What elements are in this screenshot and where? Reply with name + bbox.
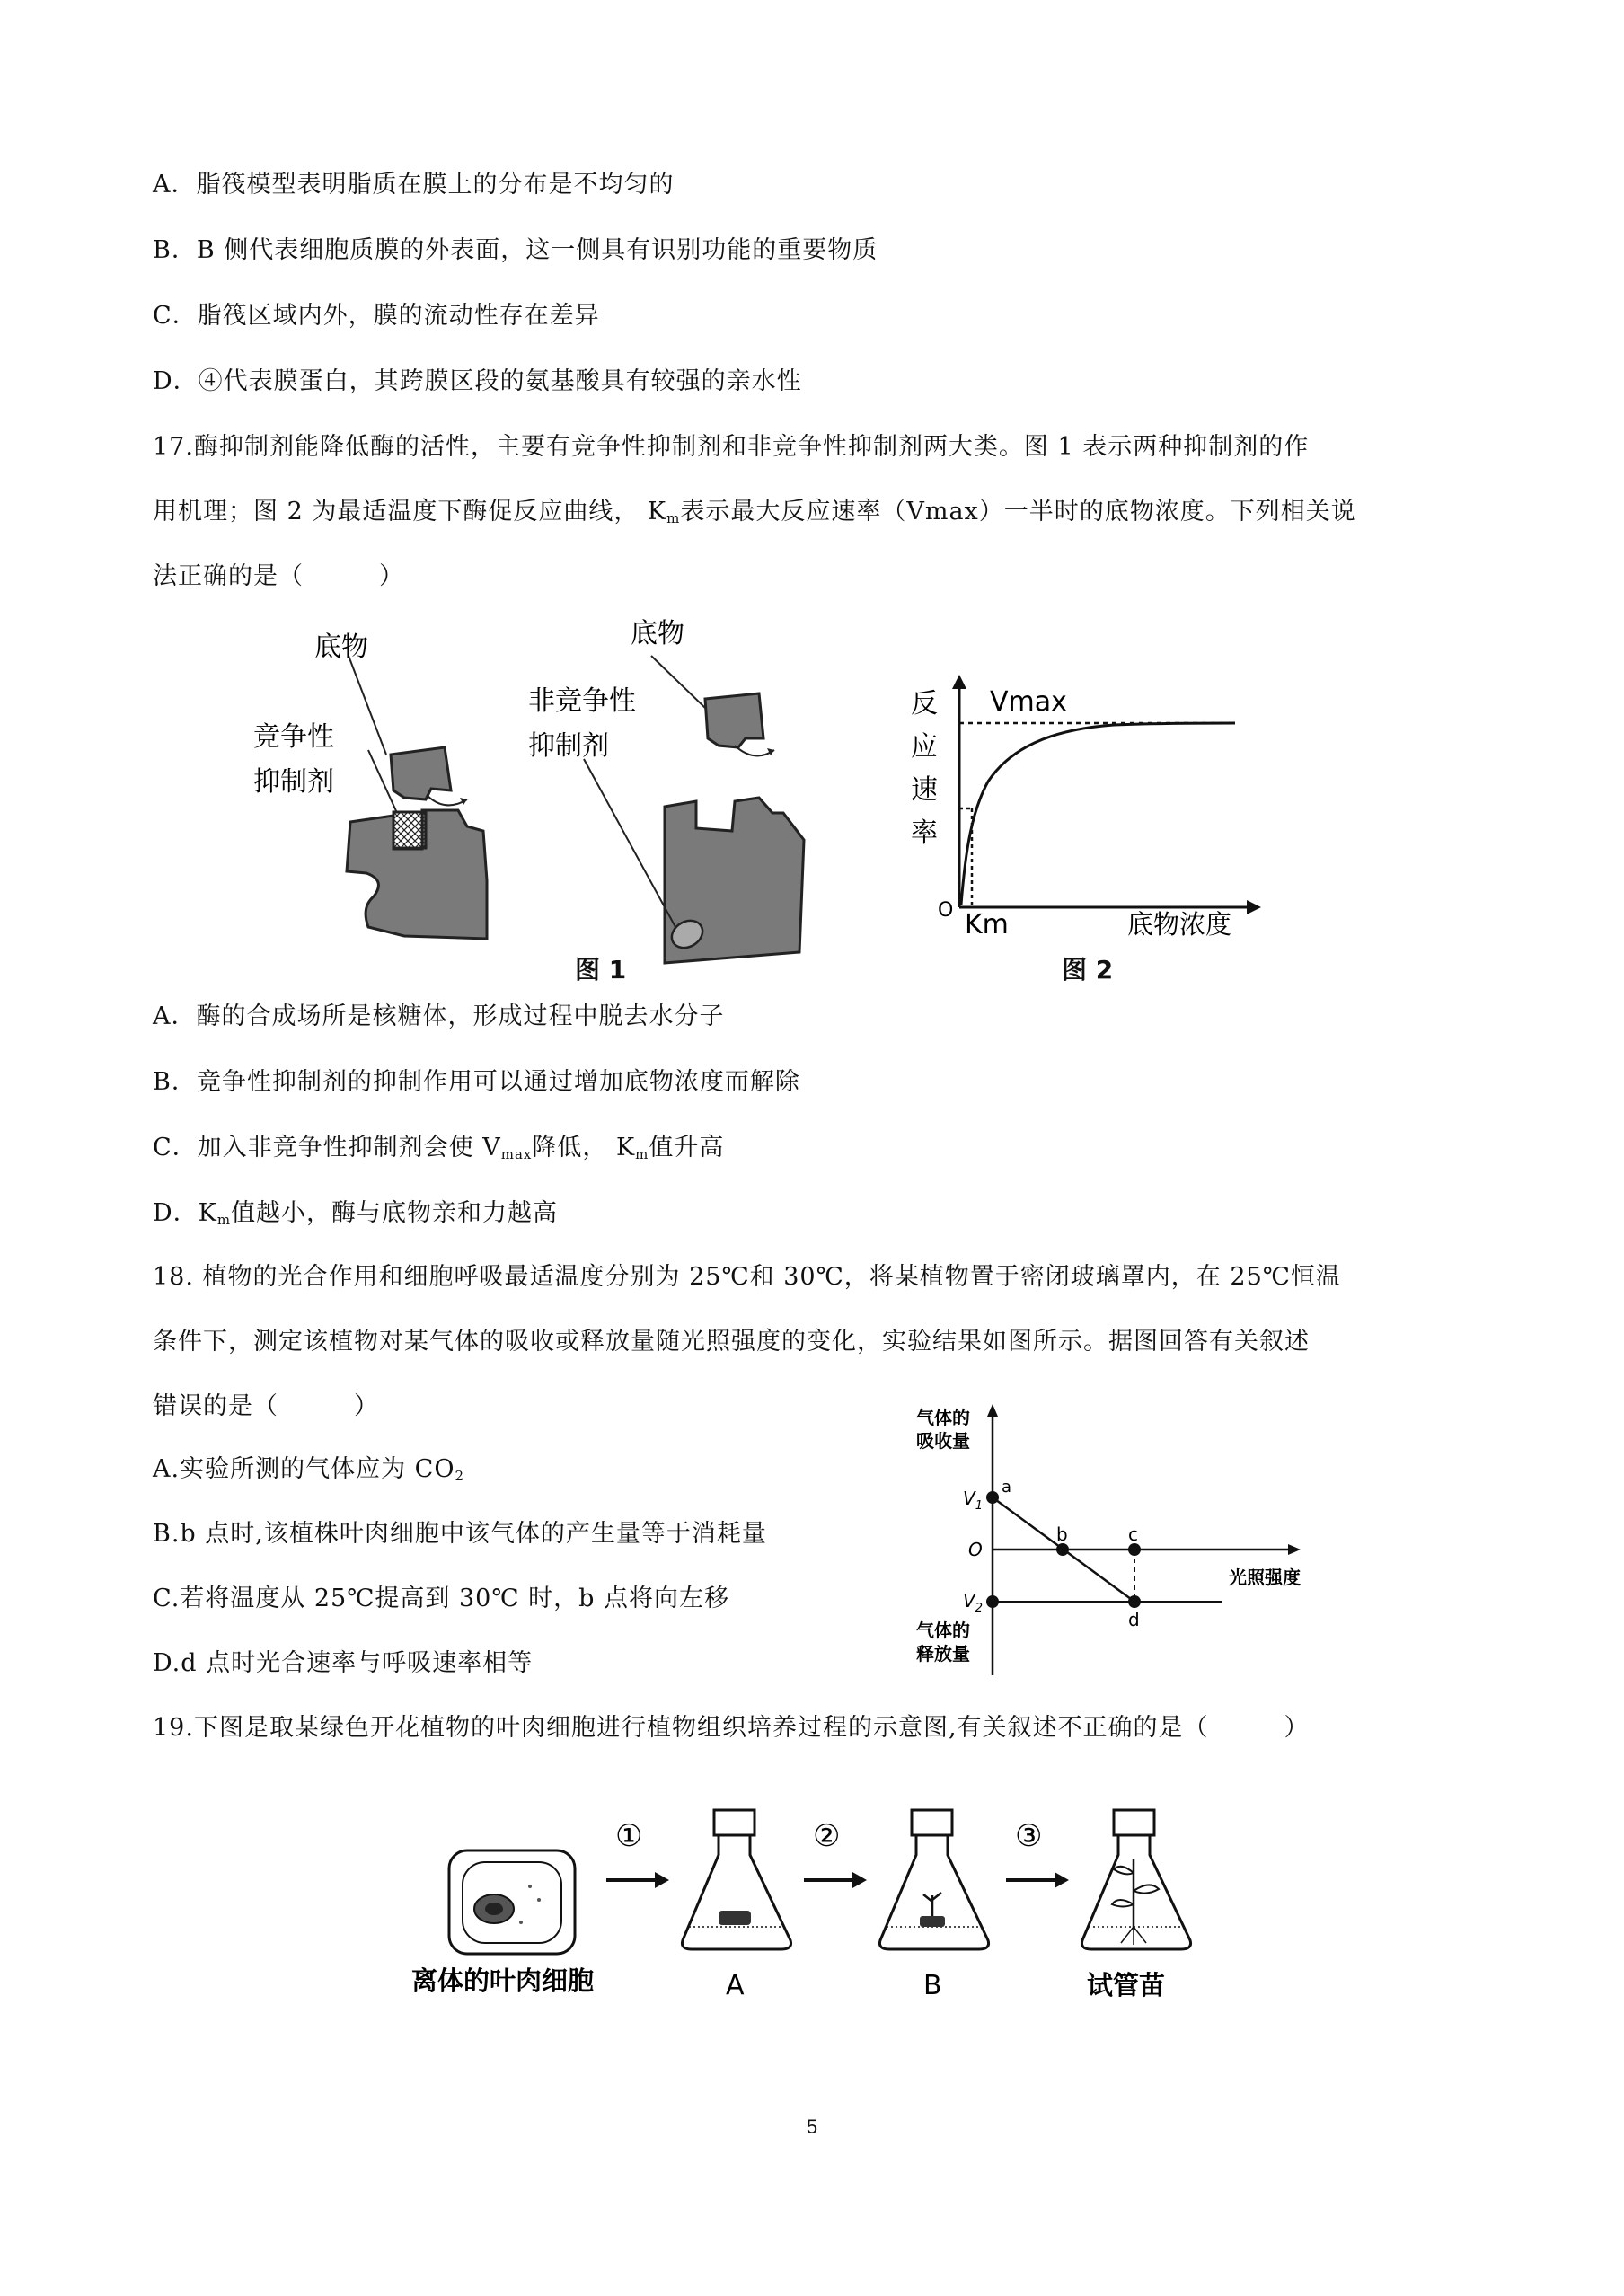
q18-point-c-label: c (1128, 1523, 1138, 1545)
substrate-shape-left (391, 747, 451, 799)
q17-stem-line1: 17.酶抑制剂能降低酶的活性，主要有竞争性抑制剂和非竞争性抑制剂两大类。图 1 表示两种抑制剂的作 (153, 433, 1310, 461)
q18-y-top-label-2: 吸收量 (916, 1430, 970, 1452)
q17-vmax-subscript: max (500, 1146, 533, 1162)
step-2-label: ② (813, 1818, 841, 1854)
fig2-ylabel-3: 速 (911, 774, 938, 806)
q18-stem-line2: 条件下，测定该植物对某气体的吸收或释放量随光照强度的变化，实验结果如图所示。据图回答有关叙述 (153, 1328, 1310, 1356)
q16-option-c: C．脂筏区域内外，膜的流动性存在差异 (153, 302, 600, 330)
q17-figure-1 (243, 611, 835, 988)
page-number: 5 (806, 2115, 818, 2138)
q18-point-b-label: b (1056, 1523, 1068, 1545)
q19-stem: 19.下图是取某绿色开花植物的叶肉细胞进行植物组织培养过程的示意图,有关叙述不正确的是（ ） (153, 1714, 1310, 1742)
q18-point-c (1128, 1543, 1141, 1556)
q19-tissue-culture-diagram (395, 1783, 1240, 2026)
label-competitive-2: 抑制剂 (253, 766, 334, 798)
q17-option-c-part1: C．加入非竞争性抑制剂会使 V (153, 1134, 501, 1161)
leader-line-substrate-right (651, 656, 705, 708)
q18-v2-label: $V_2$ (963, 1590, 983, 1615)
q17-km-subscript-c: m (635, 1146, 649, 1162)
q17-stem-line3: 法正确的是（ ） (153, 562, 404, 590)
q16-option-b: B．B 侧代表细胞质膜的外表面，这一侧具有识别功能的重要物质 (153, 236, 878, 264)
q17-figure-2 (898, 669, 1284, 948)
flask-a-icon (682, 1810, 790, 1949)
q18-stem-line3: 错误的是（ ） (153, 1392, 379, 1420)
step-1-label: ① (615, 1818, 643, 1854)
q17-option-b: B．竞争性抑制剂的抑制作用可以通过增加底物浓度而解除 (153, 1068, 800, 1096)
q17-option-d (153, 1196, 558, 1238)
mesophyll-cell-icon (449, 1850, 575, 1954)
fig2-vmax-label: Vmax (990, 686, 1067, 718)
q17-option-a: A．酶的合成场所是核糖体，形成过程中脱去水分子 (153, 1002, 725, 1030)
q17-km-subscript: m (666, 510, 681, 526)
label-flask-b: B (923, 1970, 942, 2001)
step-3-label: ③ (1015, 1818, 1043, 1854)
label-competitive-1: 竞争性 (253, 721, 334, 753)
q18-point-a-label: a (1002, 1478, 1012, 1497)
fig2-km-label: Km (965, 909, 1009, 940)
q16-option-a: A．脂筏模型表明脂质在膜上的分布是不均匀的 (153, 171, 675, 199)
q18-y-bottom-label-2: 释放量 (916, 1643, 970, 1665)
label-substrate-left: 底物 (314, 631, 368, 663)
q18-option-a (153, 1452, 464, 1494)
q17-stem-2a: 用机理；图 2 为最适温度下酶促反应曲线， K (153, 498, 667, 525)
q18-v1-label: $V_1$ (963, 1488, 983, 1513)
flask-b-icon (879, 1810, 988, 1949)
q17-km-subscript-d: m (216, 1212, 232, 1228)
fig2-ylabel-4: 率 (911, 817, 938, 849)
label-isolated-cell: 离体的叶肉细胞 (411, 1965, 595, 1996)
q18-stem-line1: 18. 植物的光合作用和细胞呼吸最适温度分别为 25℃和 30℃，将某植物置于密闭玻璃罩内，在 25℃恒温 (153, 1263, 1341, 1291)
q18-option-d: D.d 点时光合速率与呼吸速率相等 (153, 1649, 534, 1677)
substrate-shape-right (705, 693, 763, 747)
fig2-curve (961, 723, 1235, 905)
q17-option-d-part2: 值越小，酶与底物亲和力越高 (231, 1199, 559, 1227)
leader-line-substrate-left (349, 656, 386, 755)
q18-option-b: B.b 点时,该植株叶肉细胞中该气体的产生量等于消耗量 (153, 1520, 767, 1548)
q17-option-c-part2: 降低， K (532, 1134, 636, 1161)
q16-option-d: D．④代表膜蛋白，其跨膜区段的氨基酸具有较强的亲水性 (153, 367, 802, 395)
leader-line-noncompetitive (584, 759, 675, 927)
fig2-xlabel: 底物浓度 (1127, 909, 1232, 940)
q18-point-b (1056, 1543, 1069, 1556)
q18-point-d (1128, 1595, 1141, 1608)
label-plantlet: 试管苗 (1087, 1970, 1166, 2000)
q18-origin-label: O (968, 1539, 983, 1560)
arrow-curve-left (427, 795, 467, 805)
q17-option-c (153, 1130, 724, 1172)
q18-gas-exchange-graph (898, 1397, 1347, 1693)
plantlet-flask-icon (1081, 1810, 1190, 1949)
label-noncompetitive-2: 抑制剂 (528, 730, 609, 762)
co2-subscript: 2 (455, 1468, 465, 1484)
q17-option-d-part1: D．K (153, 1199, 217, 1227)
q18-xlabel: 光照强度 (1229, 1567, 1301, 1588)
q18-option-a-text: A.实验所测的气体应为 CO (153, 1455, 455, 1483)
q18-point-v2 (986, 1595, 999, 1608)
fig2-ylabel-2: 应 (911, 731, 938, 763)
q18-point-a (986, 1491, 999, 1504)
fig2-origin: O (938, 899, 954, 922)
label-substrate-right: 底物 (631, 618, 684, 649)
q18-y-top-label-1: 气体的 (916, 1407, 970, 1428)
competitive-inhibitor-shape (393, 812, 426, 848)
q17-option-c-part3: 值升高 (649, 1134, 725, 1161)
q18-point-d-label: d (1128, 1609, 1140, 1630)
q17-figure-1-caption: 图 1 (575, 955, 627, 985)
q17-stem-2b: 表示最大反应速率（Vmax）一半时的底物浓度。下列相关说 (680, 498, 1356, 525)
q17-figure-2-caption: 图 2 (1062, 955, 1114, 985)
q17-stem-line2 (153, 494, 1356, 536)
q18-y-bottom-label-1: 气体的 (916, 1620, 970, 1641)
label-flask-a: A (726, 1970, 745, 2001)
q18-option-c: C.若将温度从 25℃提高到 30℃ 时，b 点将向左移 (153, 1585, 730, 1612)
fig2-ylabel-1: 反 (911, 688, 938, 720)
label-noncompetitive-1: 非竞争性 (528, 685, 636, 717)
